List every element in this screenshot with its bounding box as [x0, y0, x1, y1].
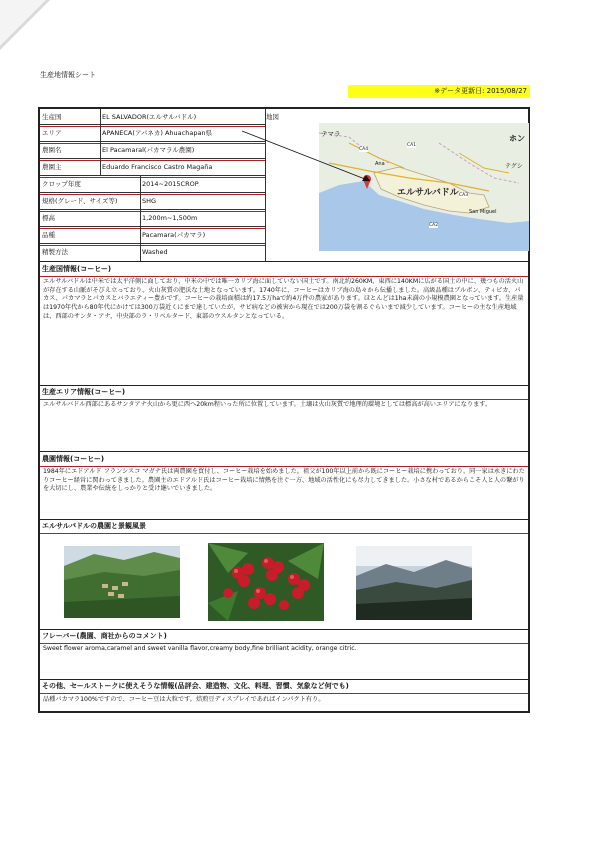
page-title: 生産地情報シート: [40, 71, 96, 79]
map-pointer-arrow: [240, 129, 380, 189]
map-label-tegucigalpa: テグシ: [505, 163, 523, 170]
column-divider: [100, 109, 101, 175]
field-value-country: EL SALVADOR(エルサルバドル): [102, 113, 197, 121]
field-label-grade: 規格(グレード、サイズ等): [42, 197, 118, 205]
section-border: [40, 519, 528, 520]
row-divider: [40, 211, 266, 212]
section-border: [40, 451, 528, 452]
map-label-santa-ana: Ana: [375, 161, 385, 167]
field-label-process: 精製方法: [42, 248, 68, 256]
field-table: [40, 109, 266, 261]
map-label-honduras: ホン: [509, 134, 525, 143]
other-info-text: 品種パカマラ100%ですので、コーヒー豆は大粒です。焙煎豆ディスプレイであればインパクト有り。: [43, 696, 325, 703]
row-divider: [40, 158, 266, 159]
row-divider: [40, 160, 266, 161]
map-label-guatemala: テマラ: [321, 130, 341, 138]
field-label-altitude: 標高: [42, 214, 55, 222]
section-title-farm: 農園情報(コーヒー): [42, 455, 105, 463]
section-border: [40, 261, 528, 262]
field-label-owner: 農園主: [42, 163, 62, 171]
field-value-grade: SHG: [142, 197, 157, 205]
field-value-owner: Eduardo Francisco Castro Magaña: [102, 163, 213, 171]
row-divider: [40, 243, 266, 244]
coffee-cherries-photo: [208, 543, 324, 621]
section-title-other: その他、セールストークに使えそうな情報(品評会、建造物、文化、料理、習慣、気象など何でも): [42, 682, 349, 690]
map-label-road: CA4: [359, 147, 369, 152]
row-divider: [40, 245, 266, 246]
section-divider: [40, 693, 528, 694]
field-value-process: Washed: [142, 248, 168, 256]
map-label-road: CA2: [429, 223, 439, 228]
map-label-san-miguel: San Miguel: [469, 209, 497, 215]
update-date: ※データ更新日: 2015/08/27: [348, 85, 530, 98]
map-label-road: CA1: [407, 143, 417, 148]
section-title-area: 生産エリア情報(コーヒー): [42, 388, 126, 396]
section-title-photos: エルサルバドルの農園と景観風景: [42, 522, 147, 530]
field-value-altitude: 1,200m~1,500m: [142, 214, 198, 222]
field-value-variety: Pacamara(パカマラ): [142, 231, 206, 239]
section-border: [40, 679, 528, 680]
field-value-crop: 2014~2015CROP: [142, 180, 199, 188]
field-label-farm: 農園名: [42, 146, 62, 154]
row-divider: [40, 141, 266, 142]
row-divider: [40, 124, 266, 125]
field-label-crop: クロップ年度: [42, 180, 81, 188]
row-divider: [40, 209, 266, 210]
column-divider: [140, 175, 141, 261]
field-label-country: 生産国: [42, 113, 62, 121]
row-divider: [40, 143, 266, 144]
row-divider: [40, 175, 266, 176]
field-value-farm: El Pacamaral(パカマラル農園): [102, 146, 195, 154]
area-info-text: エルサルバドル西部にあるサンタアナ火山から更に西へ20km程いった所に位置しています。土壌は火山灰質で地理的環境としては標高が高いエリアになります。: [43, 401, 492, 408]
row-divider: [40, 194, 266, 195]
farm-info-text: 1984年にエドアルド フランシスコ マガナ氏は両農園を買付し、コーヒー栽培を始めました。祖父が100年以上前から既にコーヒー栽培に携わっており、同一家は永きにわたりコーヒー経営に関わってきました。農園主のエドアルド氏はコーヒー栽培に情熱を注ぐ一方、地域の活性化にも尽力してきました。小さな村であるからこそ人と人の繋がりを大切にし、農業や伝統をしっかりと受け継いでいきました。: [43, 468, 525, 493]
field-label-area: エリア: [42, 129, 62, 137]
farm-landscape-photo: [64, 546, 180, 618]
field-value-area: APANECA(アパネカ) Ahuachapan県: [102, 129, 213, 137]
field-label-variety: 品種: [42, 231, 55, 239]
section-title-country: 生産国情報(コーヒー): [42, 265, 112, 273]
row-divider: [40, 228, 266, 229]
row-divider: [40, 226, 266, 227]
section-divider: [40, 533, 528, 534]
map-label-el-salvador: エルサルバドル: [397, 188, 459, 198]
row-divider: [40, 126, 266, 127]
row-divider: [40, 177, 266, 178]
map-label-road: CA3: [459, 193, 469, 198]
section-border: [40, 629, 528, 630]
section-title-flavor: フレーバー(農園、商社からのコメント): [42, 632, 167, 640]
page-fold-inner: [0, 0, 46, 46]
volcano-landscape-photo: [356, 546, 472, 620]
country-info-text: エルサルバドルは中米では太平洋側に面しており、中米の中では唯一カリブ海に面していない国土です。南北約260KM、東西に140KMに広がる国土の中に、幾つもの活火山が存在する山脈がそびえ立っており、火山灰質の肥沃な土地となっています。1740年に、コーヒーはカリブ海の島々から伝播しました。高級品種はブルボン、ティピカ、パカス、パカマラとパカスとバラエティー豊かです。コーヒーの栽培面積は約17.5万haで約4万件の農家があります。ほとんどは1ha未満の小規模農園となっています。生産量は1970年代から80年代にかけては300万袋近くにまで達していたが、サビ病などの被害から現在では200万袋を割るぐらいまで減少しています。コーヒーの主な生産地域は、西部のサンタ・アナ、中央部のラ・リベルタード、東部のウスルタンとなっている。: [43, 278, 524, 320]
flavor-text: Sweet flower aroma,caramel and sweet vanilla flavor,creamy body,fine brilliant acidity, orange citric.: [43, 645, 357, 652]
row-divider: [40, 192, 266, 193]
info-sheet: [38, 107, 530, 713]
map-caption: 地図: [266, 113, 279, 121]
section-border: [40, 385, 528, 386]
